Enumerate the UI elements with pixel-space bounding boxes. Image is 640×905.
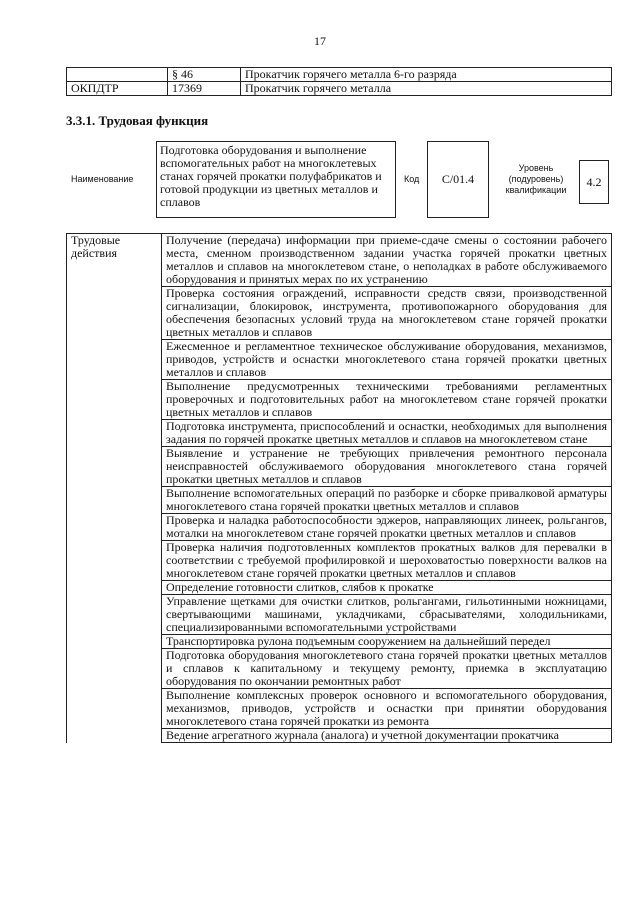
table-cell xyxy=(67,340,162,380)
section-title: 3.3.1. Трудовая функция xyxy=(66,113,209,128)
level-label-line: (подуровень) xyxy=(508,174,564,184)
level-label-line: Уровень xyxy=(518,163,554,173)
table-row xyxy=(67,689,612,729)
table-row xyxy=(67,340,612,380)
labor-action: Проверка и наладка работоспособности эджеров, направляющих линеек, рольгангов, моталки на многоклетевом стане горячей прокатки цветных металлов и сплавов xyxy=(162,514,612,541)
table-row xyxy=(67,649,612,689)
table-cell: Прокатчик горячего металла xyxy=(241,82,612,96)
table-row xyxy=(67,541,612,581)
table-cell: Прокатчик горячего металла 6-го разряда xyxy=(241,68,612,82)
table-row xyxy=(67,82,612,96)
table-cell xyxy=(67,287,162,340)
code-label: Код xyxy=(404,174,420,184)
table-row xyxy=(67,729,612,743)
table-cell xyxy=(67,541,162,581)
table-cell xyxy=(67,581,162,595)
table-row xyxy=(67,420,612,447)
table-cell xyxy=(67,635,162,649)
table-row xyxy=(67,234,612,287)
table-cell xyxy=(67,487,162,514)
table-cell: ОКПДТР xyxy=(67,82,168,96)
labor-action: Выявление и устранение не требующих привлечения ремонтного персонала неисправностей обслуживаемого оборудования многоклетевого стана горячей прокатки цветных металлов и сплавов xyxy=(162,447,612,487)
table-cell xyxy=(67,649,162,689)
labor-action: Транспортировка рулона подъемным сооружением на дальнейший передел xyxy=(162,635,612,649)
table-row xyxy=(67,380,612,420)
qualification-level: 4.2 xyxy=(579,160,609,204)
level-label xyxy=(497,163,575,196)
table-cell xyxy=(67,380,162,420)
table-cell: § 46 xyxy=(168,68,241,82)
actions-label-line: действия xyxy=(71,246,118,260)
labor-action: Управление щетками для очистки слитков, рольгангами, гильотинными ножницами, свертывающими машинами, укладчиками, сбрасывателями, холодильниками, специализированными вспомогательными устройствами xyxy=(162,595,612,635)
function-code: C/01.4 xyxy=(427,141,489,218)
table-cell xyxy=(67,420,162,447)
labor-action: Проверка состояния ограждений, исправности средств связи, производственной сигнализации, блокировок, инструмента, противопожарного оборудования для обеспечения безопасных условий труда на многоклетевом стане горячей прокатки цветных металлов и сплавов xyxy=(162,287,612,340)
table-cell xyxy=(67,447,162,487)
table-row xyxy=(67,514,612,541)
table-row xyxy=(67,581,612,595)
table-row xyxy=(67,68,612,82)
page-number: 17 xyxy=(314,34,326,48)
labor-action: Выполнение вспомогательных операций по разборке и сборке привалковой арматуры многоклетевого стана горячей прокатки цветных металлов и сплавов xyxy=(162,487,612,514)
table-row xyxy=(67,447,612,487)
labor-action: Получение (передача) информации при приеме-сдаче смены о состоянии рабочего места, сменном производственном задании участка горячей прокатки цветных металлов и сплавов на многоклетевом стане, о неполадках в работе обслуживаемого оборудования и принятых мерах по их устранению xyxy=(162,234,612,287)
codes-table xyxy=(66,67,612,96)
labor-action: Выполнение предусмотренных техническими требованиями регламентных проверочных и подготовительных работ на многоклетевом стане горячей прокатки цветных металлов и сплавов xyxy=(162,380,612,420)
function-name: Подготовка оборудования и выполнение вспомогательных работ на многоклетевых станах горячей прокатки полуфабрикатов и готовой продукции из цветных металлов и сплавов xyxy=(156,141,396,218)
name-label: Наименование xyxy=(71,174,134,184)
table-row xyxy=(67,287,612,340)
table-row xyxy=(67,595,612,635)
table-cell xyxy=(67,595,162,635)
labor-action: Подготовка оборудования многоклетевого стана горячей прокатки цветных металлов и сплавов к капитальному и текущему ремонту, приемка в эксплуатацию оборудования по окончании ремонтных работ xyxy=(162,649,612,689)
table-cell: 17369 xyxy=(168,82,241,96)
table-cell xyxy=(67,729,162,743)
labor-action: Ведение агрегатного журнала (аналога) и учетной документации прокатчика xyxy=(162,729,612,743)
labor-action: Определение готовности слитков, слябов к прокатке xyxy=(162,581,612,595)
table-row xyxy=(67,635,612,649)
labor-action: Подготовка инструмента, приспособлений и оснастки, необходимых для выполнения задания по горячей прокатке цветных металлов и сплавов на многоклетевом стане xyxy=(162,420,612,447)
table-cell xyxy=(67,689,162,729)
actions-label-line: Трудовые xyxy=(71,233,121,247)
table-cell xyxy=(67,68,168,82)
table-cell xyxy=(67,514,162,541)
actions-label xyxy=(67,234,162,287)
labor-actions-table xyxy=(66,233,612,743)
labor-action: Выполнение комплексных проверок основного и вспомогательного оборудования, механизмов, приводов, устройств и оснастки при принятии оборудования многоклетевого стана горячей прокатки из ремонта xyxy=(162,689,612,729)
level-label-line: квалификации xyxy=(505,185,567,195)
labor-action: Проверка наличия подготовленных комплектов прокатных валков для перевалки в соответствии с требуемой профилировкой и шероховатостью поверхности валков на многоклетевом стане горячей прокатки цветных металлов и сплавов xyxy=(162,541,612,581)
labor-action: Ежесменное и регламентное техническое обслуживание оборудования, механизмов, приводов, устройств и оснастки многоклетевого стана горячей прокатки цветных металлов и сплавов xyxy=(162,340,612,380)
table-row xyxy=(67,487,612,514)
